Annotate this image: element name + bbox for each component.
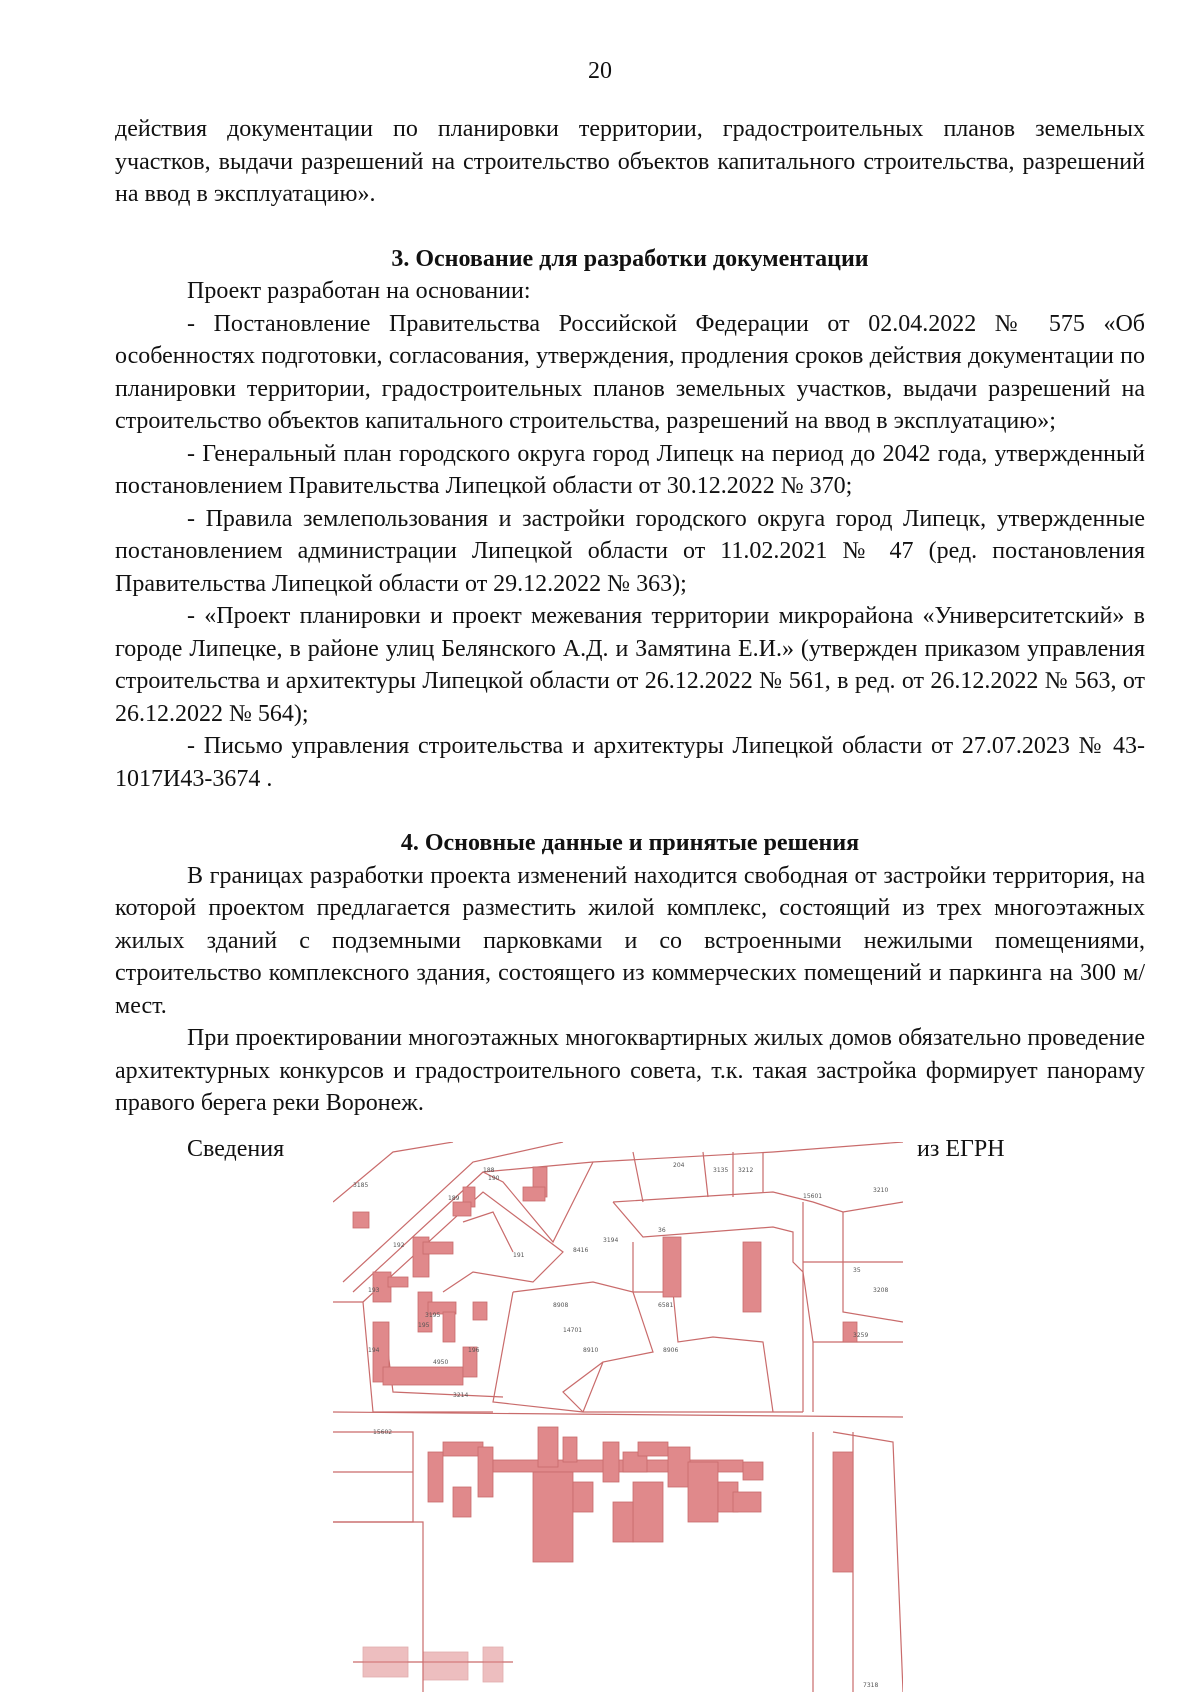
parcel-label: 7318 — [863, 1682, 879, 1689]
parcel-label: 8908 — [553, 1302, 569, 1309]
section4-paragraph: В границах разработки проекта изменений находится свободная от застройки территория, на которой проектом предлагается разместить жилой комплекс, состоящий из трех многоэтажных жилых зданий с подземными парковками и со встроенными нежилыми помещениями, строительство комплексного здания, состоящего из коммерческих помещений и паркинга на 300 м/мест. — [115, 862, 1145, 1019]
parcel-label: 8416 — [573, 1247, 589, 1254]
parcel-label: 190 — [488, 1175, 500, 1182]
basis-item: - «Проект планировки и проект межевания территории микрорайона «Университетский» в городе Липецке, в районе улиц Белянского А.Д. и Замятина Е.И.» (утвержден приказом управления строительства и архитектуры Липецкой области от 26.12.2022 № 561, в ред. от 26.12.2022 № 563, от 26.12.2022 № 564); — [115, 603, 1145, 727]
parcel-label: 189 — [448, 1195, 460, 1202]
parcel-label: 35 — [853, 1267, 861, 1274]
parcel-label: 193 — [368, 1287, 380, 1294]
page-number: 20 — [588, 58, 612, 84]
parcel-label: 3208 — [873, 1287, 889, 1294]
document-body — [115, 113, 1145, 1120]
basis-item: - Правила землепользования и застройки городского округа город Липецк, утвержденные постановлением администрации Липецкой области от 11.02.2021 № 47 (ред. постановления Правительства Липецкой области от 29.12.2022 № 363); — [115, 505, 1145, 597]
parcel-label: 3212 — [738, 1167, 754, 1174]
basis-item: - Постановление Правительства Российской Федерации от 02.04.2022 № 575 «Об особенностях подготовки, согласования, утверждения, продления сроков действия документации по планировки территории, градостроительных планов земельных участков, выдачи разрешений на строительство объектов капитального строительства, разрешений на ввод в эксплуатацию»; — [115, 310, 1145, 434]
parcel-label: 194 — [368, 1347, 380, 1354]
parcel-label: 196 — [468, 1347, 480, 1354]
parcel-label: 191 — [513, 1252, 525, 1259]
parcel-label: 3210 — [873, 1187, 889, 1194]
parcel-label: 3259 — [853, 1332, 869, 1339]
parcel-label: 4950 — [433, 1359, 449, 1366]
parcel-label: 6581 — [658, 1302, 674, 1309]
parcel-label: 36 — [658, 1227, 666, 1234]
parcel-label: 8910 — [583, 1347, 599, 1354]
parcel-label: 3194 — [603, 1237, 619, 1244]
parcel-label: 8906 — [663, 1347, 679, 1354]
section3-heading: 3. Основание для разработки документации — [391, 245, 869, 272]
basis-item: - Письмо управления строительства и архитектуры Липецкой области от 27.07.2023 № 43-1017И43-3674 . — [115, 733, 1145, 792]
cadastral-map — [333, 1142, 903, 1692]
parcel-label: 3185 — [353, 1182, 369, 1189]
parcel-label: 3214 — [453, 1392, 469, 1399]
section4-paragraph: При проектировании многоэтажных многоквартирных жилых домов обязательно проведение архитектурных конкурсов и градостроительного совета, т.к. такая застройка формирует панораму правого берега реки Воронеж. — [115, 1025, 1145, 1116]
basis-item: - Генеральный план городского округа город Липецк на период до 2042 года, утвержденный постановлением Правительства Липецкой области от 30.12.2022 № 370; — [115, 440, 1145, 499]
parcel-label: 188 — [483, 1167, 495, 1174]
caption-left: Сведения — [187, 1136, 285, 1162]
intro-paragraph: действия документации по планировки территории, градостроительных планов земельных участков, выдачи разрешений на строительство объектов капитального строительства, разрешений на ввод в эксплуатацию». — [115, 116, 1145, 207]
parcel-label: 3195 — [425, 1312, 441, 1319]
parcel-label: 15601 — [803, 1193, 823, 1200]
section3-lead: Проект разработан на основании: — [187, 278, 531, 304]
parcel-label: 15602 — [373, 1429, 393, 1436]
parcel-label: 3135 — [713, 1167, 729, 1174]
section4-heading: 4. Основные данные и принятые решения — [400, 830, 860, 856]
parcel-label: 204 — [673, 1162, 685, 1169]
parcel-label: 195 — [418, 1322, 430, 1329]
parcel-label: 14701 — [563, 1327, 583, 1334]
parcel-label: 192 — [393, 1242, 405, 1249]
caption-right: из ЕГРН — [917, 1136, 1005, 1162]
